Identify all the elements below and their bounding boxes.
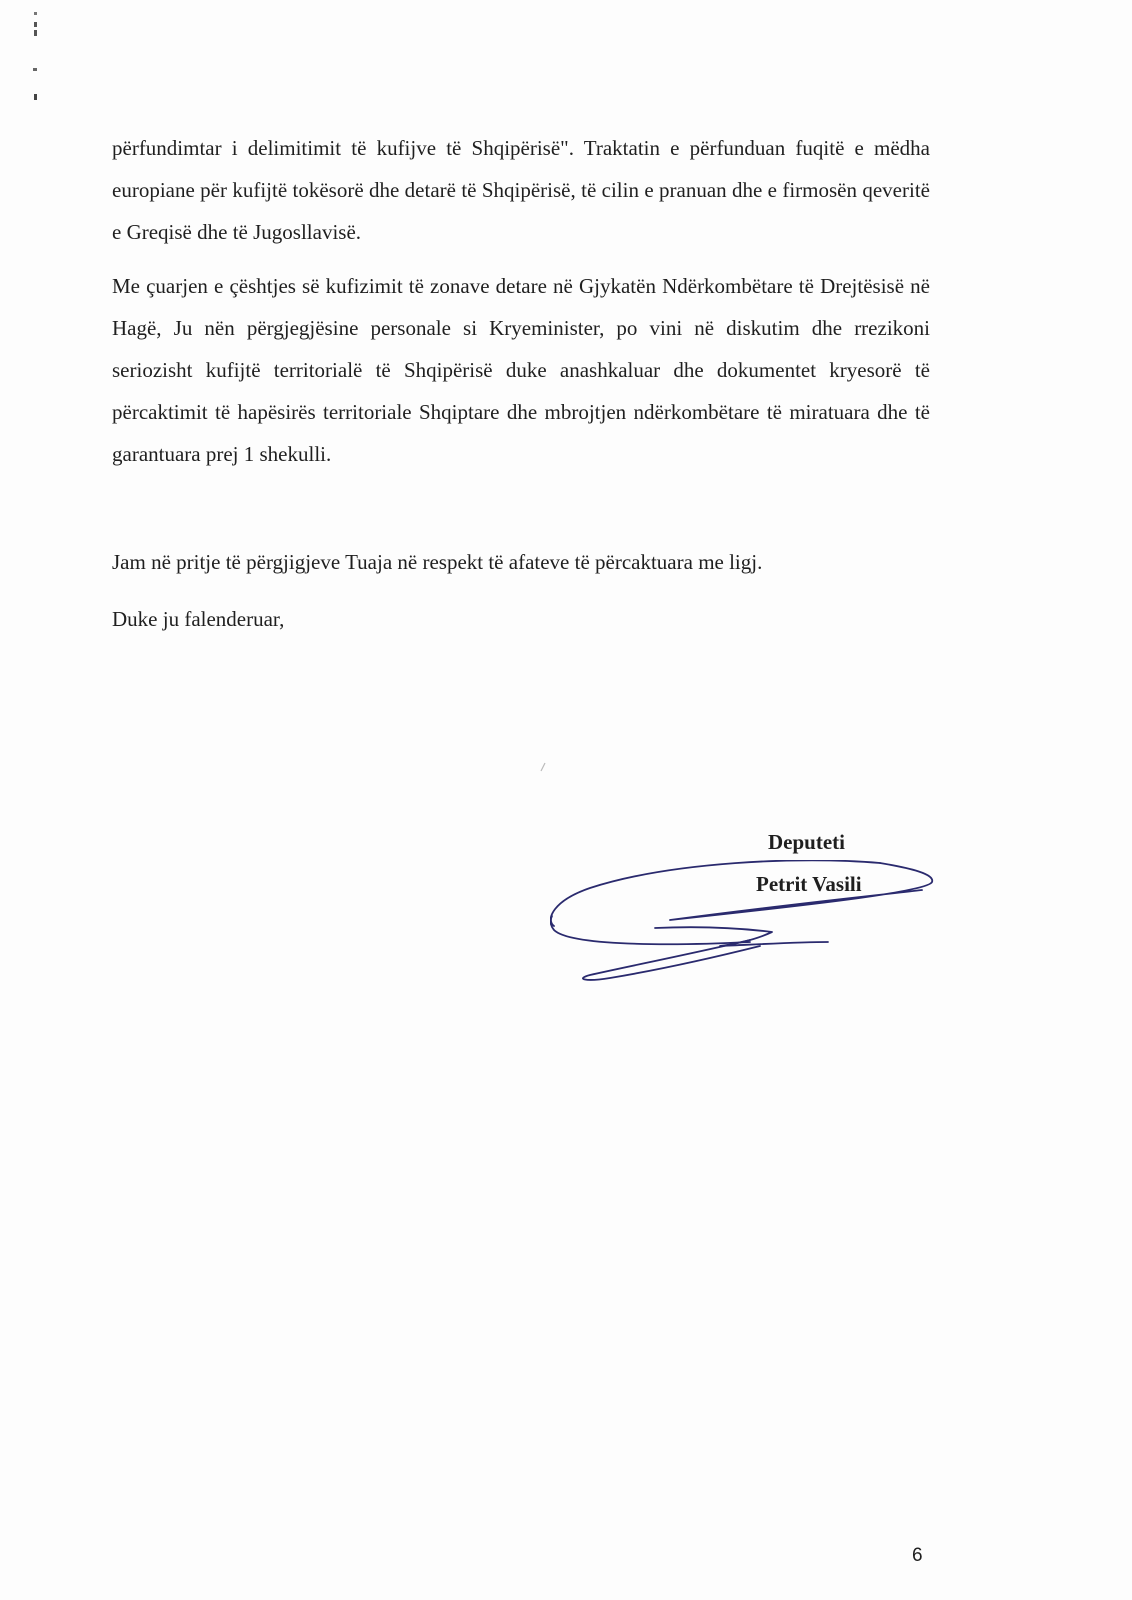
closing-line: Jam në pritje të përgjigjeve Tuaja në respekt të afateve të përcaktuara me ligj. bbox=[112, 550, 763, 574]
paragraph-treaty: përfundimtar i delimitimit të kufijve të Shqipërisë". Traktatin e përfunduan fuqitë e mëdha europiane për kufijtë tokësorë dhe detarë të Shqipërisë, të cilin e pranuan dhe e firmosën qeveritë e Greqisë dhe të Jugosllavisë. bbox=[112, 136, 930, 244]
signatory-name: Petrit Vasili bbox=[756, 872, 862, 896]
handwritten-signature bbox=[550, 860, 960, 1010]
salutation: Duke ju falenderuar, bbox=[112, 607, 285, 631]
page-number: 6 bbox=[912, 1545, 923, 1566]
scan-speck bbox=[540, 762, 546, 772]
scan-marks bbox=[30, 10, 42, 110]
paragraph-court-case: Me çuarjen e çështjes së kufizimit të zonave detare në Gjykatën Ndërkombëtare të Drejtësisë në Hagë, Ju nën përgjegjësine personale si Kryeminister, po vini në diskutim dhe rrezikoni seriozisht kufijtë territorialë të Shqipërisë duke anashkaluar dhe dokumentet kryesorë të përcaktimit të hapësirës territoriale Shqiptare dhe mbrojtjen ndërkombëtare të miratuara dhe të garantuara prej 1 shekulli. bbox=[112, 274, 930, 466]
signatory-role: Deputeti bbox=[768, 830, 845, 854]
